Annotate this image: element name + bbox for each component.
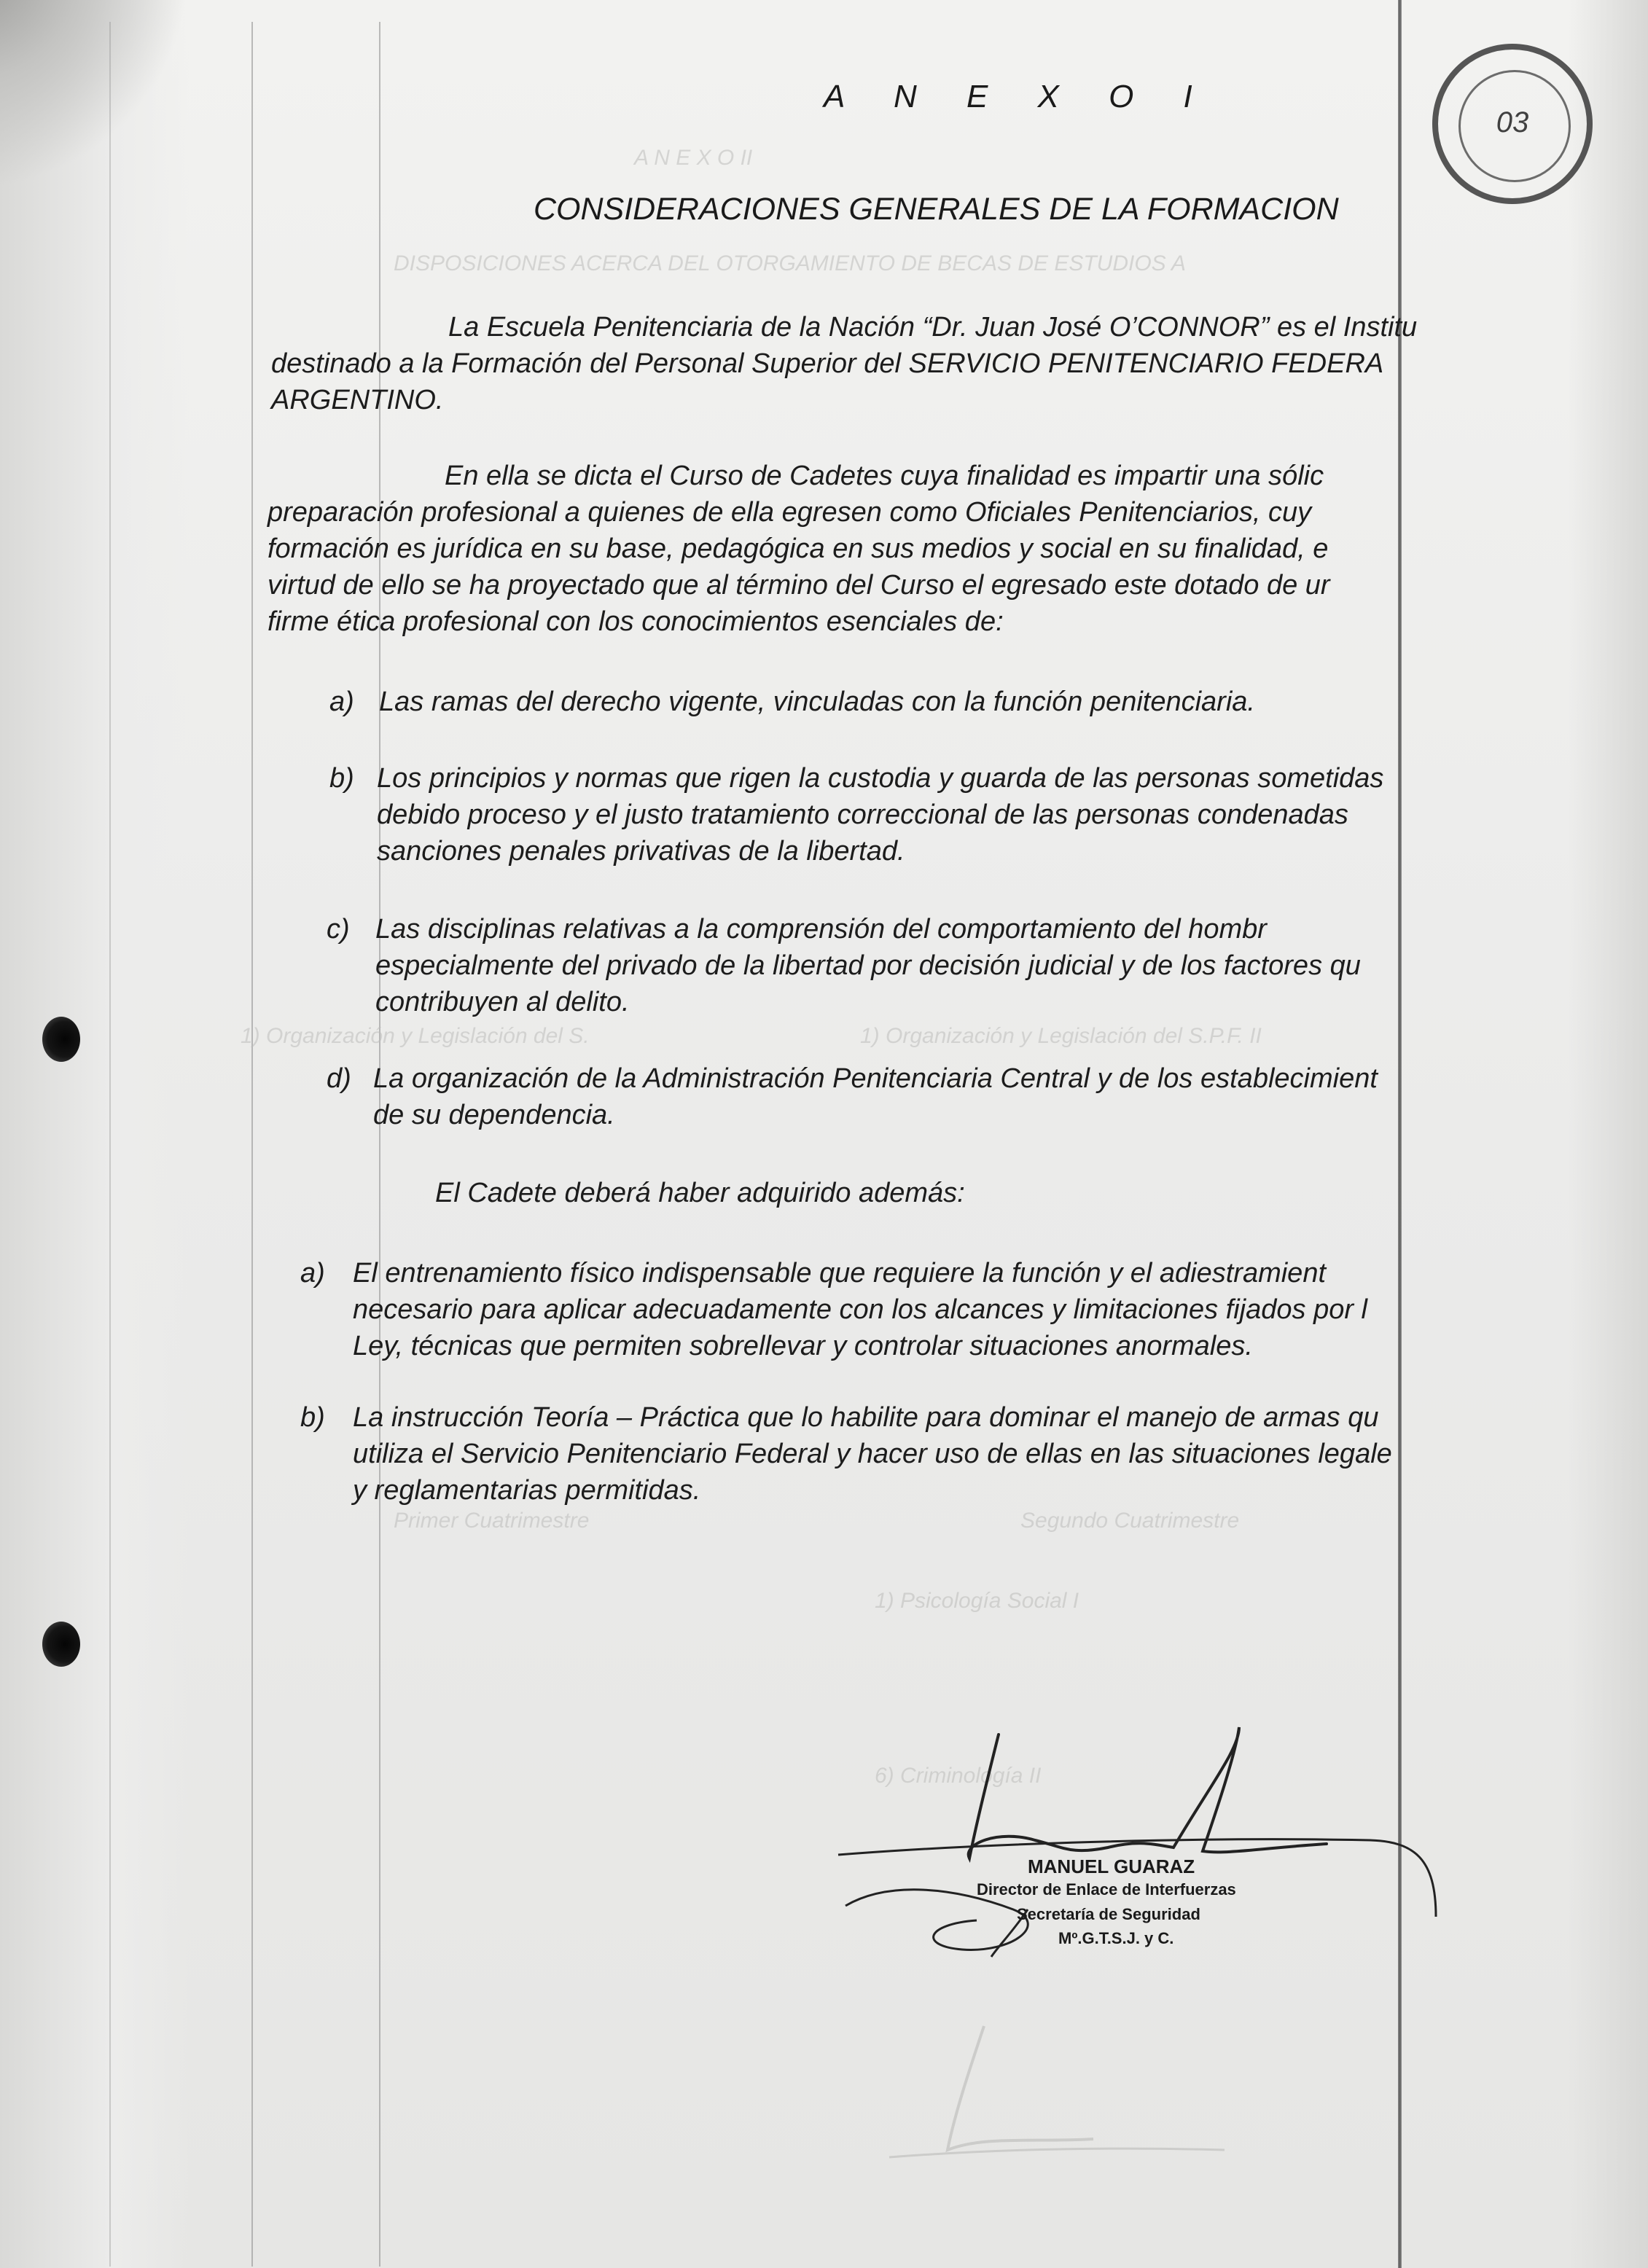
punch-hole-bottom	[42, 1622, 80, 1667]
scan-right-shading	[1568, 0, 1648, 2268]
paragraph-3	[435, 1175, 965, 1211]
bleed-through-text: 1) Psicología Social I	[875, 1589, 1079, 1613]
text-line: La Escuela Penitenciaria de la Nación “Dr. Juan José O’CONNOR” es el Institu	[448, 312, 1418, 343]
text-line: El Cadete deberá haber adquirido además:	[435, 1178, 965, 1208]
text-line: de su dependencia.	[373, 1100, 615, 1130]
text-line: La organización de la Administración Penitenciaria Central y de los establecimient	[373, 1063, 1378, 1094]
punch-hole-top	[42, 1017, 80, 1062]
list-marker: b)	[300, 1402, 325, 1433]
paragraph-1	[271, 309, 1417, 418]
list-marker: d)	[327, 1063, 351, 1094]
document-subtitle: CONSIDERACIONES GENERALES DE LA FORMACION	[534, 192, 1339, 227]
text-line: necesario para aplicar adecuadamente con los alcances y limitaciones fijados por l	[353, 1294, 1367, 1325]
text-line: Los principios y normas que rigen la custodia y guarda de las personas sometidas	[377, 763, 1384, 794]
text-line: El entrenamiento físico indispensable que requiere la función y el adiestramient	[353, 1258, 1327, 1289]
text-line: preparación profesional a quienes de ella egresen como Oficiales Penitenciarios, cuy	[267, 497, 1312, 528]
text-line: debido proceso y el justo tratamiento correccional de las personas condenadas	[377, 799, 1348, 830]
list-item	[353, 1399, 1392, 1509]
text-line: Las disciplinas relativas a la comprensión del comportamiento del hombr	[375, 914, 1267, 945]
list-item	[377, 760, 1383, 869]
signatory-title: Director de Enlace de Interfuerzas	[977, 1880, 1236, 1899]
list-marker: a)	[300, 1258, 325, 1289]
bleed-through-signature	[875, 2011, 1239, 2201]
text-line: virtud de ello se ha proyectado que al término del Curso el egresado este dotado de ur	[267, 570, 1330, 601]
text-line: ARGENTINO.	[271, 385, 444, 415]
list-marker: b)	[329, 763, 354, 794]
text-line: sanciones penales privativas de la libertad.	[377, 836, 905, 867]
scan-left-shading	[0, 0, 190, 2268]
text-line: utiliza el Servicio Penitenciario Federal y hacer uso de ellas en las situaciones legale	[353, 1439, 1392, 1469]
text-line: Las ramas del derecho vigente, vinculadas con la función penitenciaria.	[379, 687, 1255, 717]
text-line: Ley, técnicas que permiten sobrellevar y controlar situaciones anormales.	[353, 1331, 1253, 1361]
scan-corner-shadow	[0, 0, 190, 189]
text-line: especialmente del privado de la libertad por decisión judicial y de los factores qu	[375, 950, 1361, 981]
signatory-office: Secretaría de Seguridad	[1017, 1905, 1200, 1923]
text-line: destinado a la Formación del Personal Superior del SERVICIO PENITENCIARIO FEDERA	[271, 348, 1384, 379]
list-item	[375, 911, 1361, 1020]
bleed-through-text: 1) Organización y Legislación del S.P.F. II	[860, 1024, 1262, 1048]
bleed-through-text: Primer Cuatrimestre	[394, 1509, 590, 1533]
bleed-through-text: 6) Criminología II	[875, 1764, 1042, 1788]
text-line: contribuyen al delito.	[375, 987, 630, 1017]
list-marker: c)	[327, 914, 350, 945]
margin-line-outer	[109, 22, 111, 2267]
bleed-through-text: Segundo Cuatrimestre	[1020, 1509, 1240, 1533]
bleed-through-text: 1) Organización y Legislación del S.	[241, 1024, 590, 1048]
registration-stamp	[1432, 44, 1593, 204]
list-item	[353, 1255, 1367, 1364]
list-item	[379, 684, 1255, 720]
bleed-through-text: DISPOSICIONES ACERCA DEL OTORGAMIENTO DE BECAS DE ESTUDIOS A	[394, 251, 1186, 275]
text-line: formación es jurídica en su base, pedagógica en sus medios y social en su finalidad, e	[267, 533, 1329, 564]
paragraph-2	[267, 458, 1330, 640]
signatory-name: MANUEL GUARAZ	[1028, 1856, 1195, 1877]
bleed-through-text: A N E X O II	[634, 146, 753, 170]
text-line: firme ética profesional con los conocimientos esenciales de:	[267, 606, 1004, 637]
list-item	[373, 1060, 1378, 1133]
list-marker: a)	[329, 687, 354, 717]
signatory-ministry: Mº.G.T.S.J. y C.	[1058, 1929, 1174, 1947]
text-line: La instrucción Teoría – Práctica que lo habilite para dominar el manejo de armas qu	[353, 1402, 1379, 1433]
text-line: En ella se dicta el Curso de Cadetes cuya finalidad es impartir una sólic	[445, 461, 1324, 491]
stamp-number: 03	[1496, 106, 1529, 138]
margin-line-left	[251, 22, 253, 2267]
document-title: A N E X O I	[824, 79, 1213, 114]
text-line: y reglamentarias permitidas.	[353, 1475, 701, 1506]
